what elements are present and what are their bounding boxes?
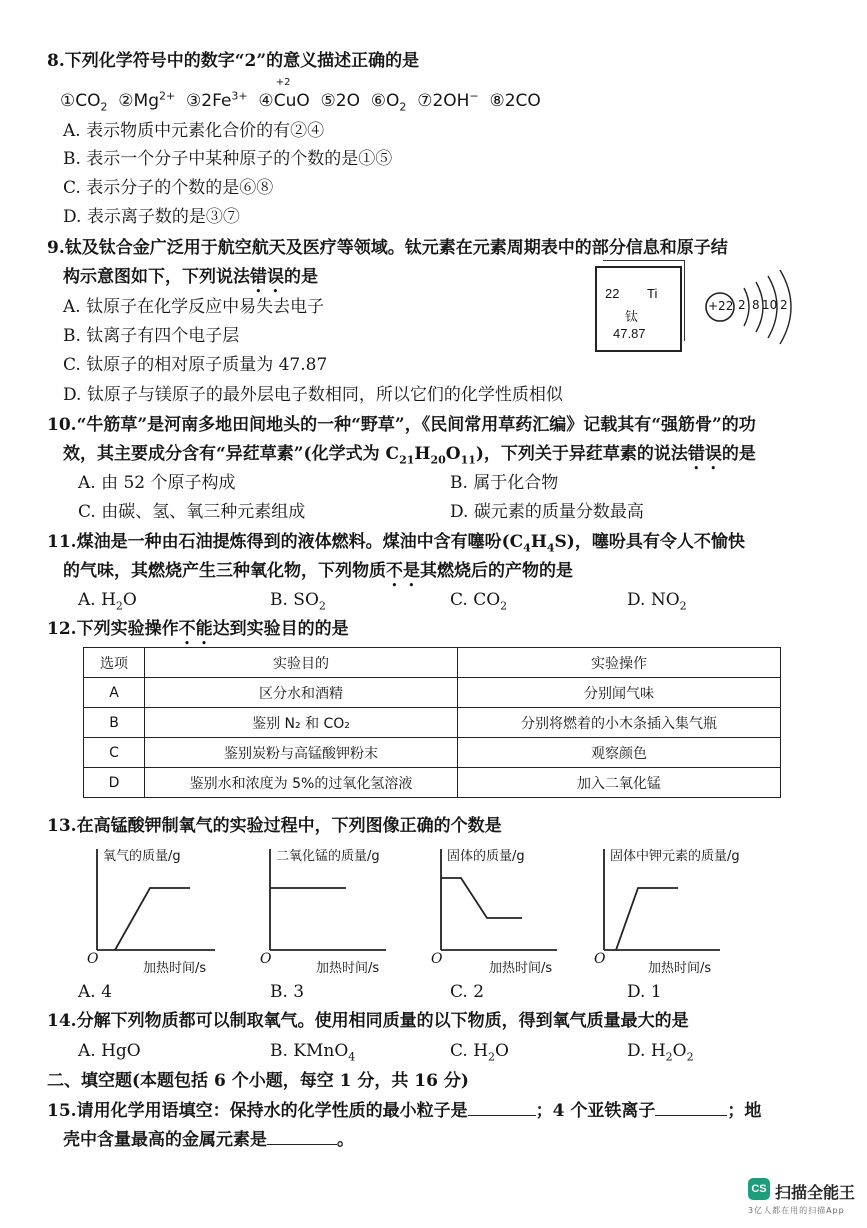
graph-origin: O	[87, 951, 99, 967]
q12-stem: 12.下列实验操作不能达到实验目的的是	[47, 619, 349, 639]
answer-blank[interactable]	[655, 1099, 727, 1116]
shell-1-electrons: 2	[738, 298, 746, 312]
q11-stem-line2: 的气味，其燃烧产生三种氧化物，下列物质不是其燃烧后的产物的是	[63, 561, 573, 581]
element-mass: 47.87	[613, 326, 646, 341]
table-cell: 鉴别炭粉与高锰酸钾粉末	[145, 738, 458, 768]
q9-option-d: D. 钛原子与镁原子的最外层电子数相同，所以它们的化学性质相似	[63, 385, 563, 405]
q9-stem-line2: 构示意图如下，下列说法错误的是	[63, 267, 318, 287]
scanner-logo-icon: CS	[748, 1178, 770, 1200]
q11-stem-line1: 11.煤油是一种由石油提炼得到的液体燃料。煤油中含有噻吩$(C_4H_4S)$，噻吩具有令人不愉快	[47, 532, 745, 555]
element-cell-titanium	[595, 266, 682, 352]
q9-option-b: B. 钛离子有四个电子层	[63, 326, 240, 346]
table-header-cell: 实验目的	[145, 648, 458, 678]
graph-solid-mass	[427, 843, 577, 976]
q11-option-d: D. $NO_2$	[627, 590, 687, 613]
graph-ylabel: 二氧化锰的质量/g	[276, 849, 380, 864]
graph-origin: O	[594, 951, 606, 967]
q10-option-b: B. 属于化合物	[450, 473, 559, 493]
q8-option-a: A. 表示物质中元素化合价的有②④	[63, 121, 325, 141]
q9-option-a: A. 钛原子在化学反应中易失去电子	[63, 297, 325, 317]
q11-option-c: C. $CO_2$	[450, 590, 508, 613]
q13-option-b: B. 3	[270, 982, 305, 1002]
answer-blank[interactable]	[267, 1128, 337, 1145]
q10-stem-line1: 10.“牛筋草”是河南多地田间地头的一种“野草”，《民间常用草药汇编》记载其有“强筋骨”的功	[47, 415, 756, 435]
shell-2-electrons: 8	[752, 298, 760, 312]
table-cell: 分别闻气味	[458, 678, 781, 708]
answer-blank[interactable]	[468, 1099, 536, 1116]
table-cell: 加入二氧化锰	[458, 768, 781, 798]
q11-option-b: B. $SO_2$	[270, 590, 326, 613]
table-cell: C	[84, 738, 145, 768]
q10-option-c: C. 由碳、氢、氧三种元素组成	[78, 502, 306, 522]
table-cell: 鉴别水和浓度为 5%的过氧化氢溶液	[145, 768, 458, 798]
q10-option-a: A. 由 52 个原子构成	[78, 473, 236, 493]
table-row	[84, 768, 781, 798]
q9-option-c: C. 钛原子的相对原子质量为 47.87	[63, 355, 328, 375]
q8-option-d: D. 表示离子数的是③⑦	[63, 207, 240, 227]
shell-3-electrons: 10	[762, 298, 778, 312]
graph-oxygen-mass	[85, 843, 235, 976]
q14-option-c: C. $H_2O$	[450, 1041, 509, 1064]
table-row	[84, 678, 781, 708]
q15-line1: 15.请用化学用语填空：保持水的化学性质的最小粒子是 ；4 个亚铁离子 ；地	[47, 1101, 762, 1121]
q8-option-b: B. 表示一个分子中某种原子的个数的是①⑤	[63, 149, 393, 169]
table-header-cell: 选项	[84, 648, 145, 678]
q11-option-a: A. $H_2O$	[78, 590, 137, 613]
section-heading: 二、填空题(本题包括 6 个小题，每空 1 分，共 16 分)	[47, 1071, 469, 1091]
graph-xlabel: 加热时间/s	[143, 961, 207, 976]
table-header-row	[84, 648, 781, 678]
element-name: 钛	[625, 310, 639, 325]
table-cell: 观察颜色	[458, 738, 781, 768]
table-cell: 鉴别 N₂ 和 CO₂	[145, 708, 458, 738]
q8-symbols: $①CO_2$ $②Mg^{2+}$ $③2Fe^{3+}$ ④ +2 CuO ⑤2O $⑥O_2$ ⑦2OH− ⑧2CO	[60, 77, 541, 114]
q13-option-d: D. 1	[627, 982, 662, 1002]
table-row	[84, 708, 781, 738]
experiment-table	[83, 647, 781, 798]
element-symbol: Ti	[647, 286, 658, 301]
q13-option-a: A. 4	[78, 982, 112, 1002]
graph-origin: O	[260, 951, 272, 967]
q14-option-d: D. $H_2O_2$	[627, 1041, 694, 1064]
graph-ylabel: 固体中钾元素的质量/g	[610, 849, 740, 864]
table-header-cell: 实验操作	[458, 648, 781, 678]
graph-xlabel: 加热时间/s	[316, 961, 380, 976]
graph-origin: O	[431, 951, 443, 967]
nucleus-charge: +22	[708, 299, 734, 313]
q14-stem: 14.分解下列物质都可以制取氧气。使用相同质量的以下物质，得到氧气质量最大的是	[47, 1011, 689, 1031]
table-cell: 分别将燃着的小木条插入集气瓶	[458, 708, 781, 738]
q10-option-d: D. 碳元素的质量分数最高	[450, 502, 644, 522]
table-row	[84, 738, 781, 768]
graph-mno2-mass	[256, 843, 406, 976]
q10-stem-line2: 效，其主要成分含有“异荭草素”(化学式为 $C_{21}H_{20}O_{11}$)，下列关于异荭草素的说法错误的是	[63, 444, 756, 467]
q14-option-a: A. HgO	[78, 1041, 141, 1061]
graph-ylabel: 氧气的质量/g	[103, 849, 181, 864]
shell-4-electrons: 2	[780, 298, 788, 312]
q9-stem-line1: 9.钛及钛合金广泛用于航空航天及医疗等领域。钛元素在元素周期表中的部分信息和原子结	[47, 238, 728, 258]
q8-option-c: C. 表示分子的个数的是⑥⑧	[63, 178, 274, 198]
q15-line2: 壳中含量最高的金属元素是 。	[63, 1130, 354, 1150]
q13-option-c: C. 2	[450, 982, 485, 1002]
graph-xlabel: 加热时间/s	[648, 961, 712, 976]
table-cell: B	[84, 708, 145, 738]
scanner-app-name: 扫描全能王	[775, 1183, 856, 1202]
element-number: 22	[605, 286, 620, 301]
graph-xlabel: 加热时间/s	[489, 961, 553, 976]
graph-potassium-mass	[590, 843, 760, 976]
atom-structure-diagram	[700, 262, 810, 352]
table-cell: 区分水和酒精	[145, 678, 458, 708]
graph-ylabel: 固体的质量/g	[447, 849, 525, 864]
table-cell: A	[84, 678, 145, 708]
q8-stem: 8.下列化学符号中的数字“2”的意义描述正确的是	[47, 51, 420, 71]
q13-stem: 13.在高锰酸钾制氧气的实验过程中，下列图像正确的个数是	[47, 816, 502, 836]
scanner-tagline: 3亿人都在用的扫描App	[748, 1206, 845, 1215]
q14-option-b: B. KMnO$_4$	[270, 1041, 356, 1064]
table-cell: D	[84, 768, 145, 798]
